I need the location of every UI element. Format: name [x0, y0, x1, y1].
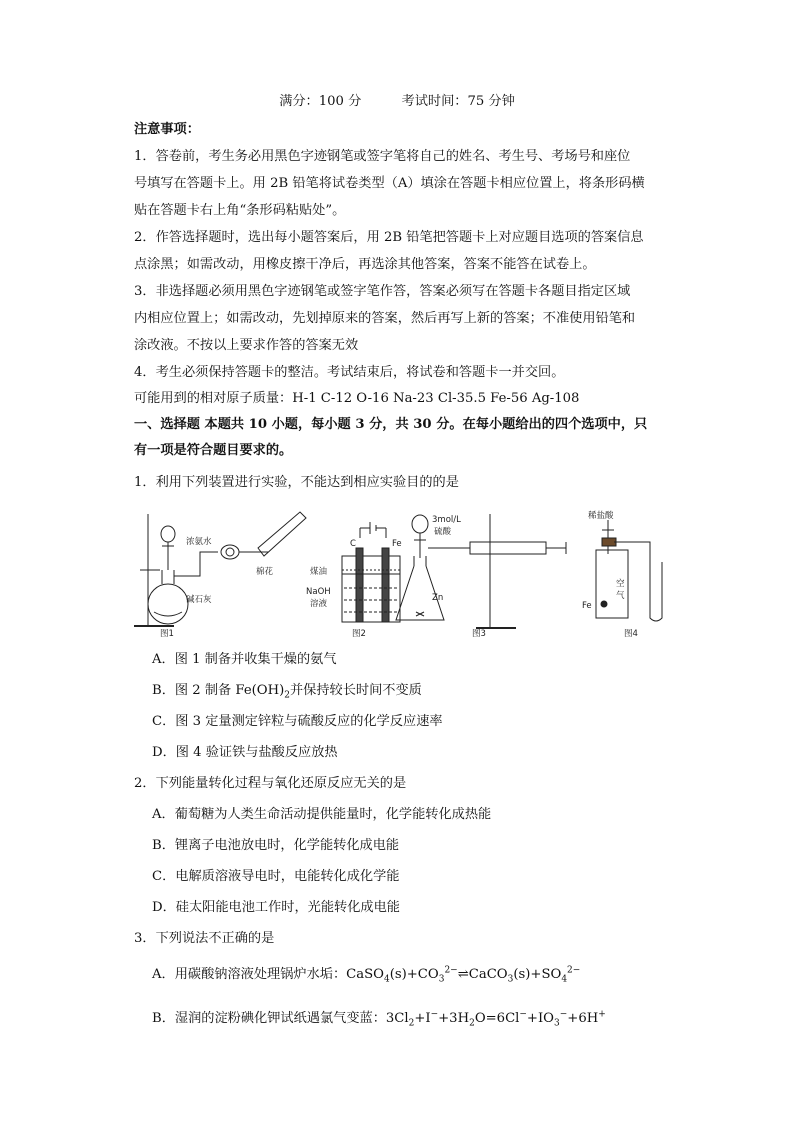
label-lime: 碱石灰	[186, 595, 212, 605]
q2-option-d: D．硅太阳能电池工作时，光能转化成电能	[152, 900, 400, 915]
q1-option-a: A．图 1 制备并收集干燥的氨气	[152, 652, 337, 667]
note-line: 贴在答题卡右上角“条形码粘贴处”。	[134, 203, 346, 218]
question-3-stem: 3．下列说法不正确的是	[134, 931, 275, 946]
label-air-2: 气	[616, 591, 625, 601]
section-heading: 一、选择题 本题共 10 小题，每小题 3 分，共 30 分。在每小题给出的四个选项中，只	[134, 417, 648, 432]
q2-option-a: A．葡萄糖为人类生命活动提供能量时，化学能转化成热能	[152, 807, 492, 822]
label-hcl: 稀盐酸	[588, 511, 614, 521]
q1-option-b: B．图 2 制备 $Fe(OH)_2$并保持较长时间不变质	[152, 683, 422, 701]
figure-3-caption: 图3	[472, 629, 486, 639]
q1-option-d: D．图 4 验证铁与盐酸反应放热	[152, 745, 338, 760]
label-concentration: 3mol/L	[432, 515, 461, 525]
label-naoh: NaOH	[306, 587, 331, 597]
question-2-stem: 2．下列能量转化过程与氧化还原反应无关的是	[134, 776, 407, 791]
question-1-stem: 1．利用下列装置进行实验，不能达到相应实验目的的是	[134, 475, 459, 490]
q3-option-a: A．用碳酸钠溶液处理锅炉水垢：$CaSO_4(s)+CO_3^{2-}\rightleftharpoons CaCO_3(s)+SO_4^{2-}$	[152, 965, 581, 985]
section-heading: 有一项是符合题目要求的。	[134, 443, 293, 458]
figure-4-caption: 图4	[624, 629, 638, 639]
note-line: 3．非选择题必须用黑色字迹钢笔或签字笔作答，答案必须写在答题卡各题目指定区域	[134, 284, 631, 299]
label-fe: Fe	[582, 601, 592, 611]
label-fe: Fe	[392, 539, 402, 549]
label-solution: 溶液	[310, 599, 328, 609]
label-zn: Zn	[432, 593, 444, 603]
note-line: 1．答卷前，考生务必用黑色字迹钢笔或签字笔将自己的姓名、考生号、考场号和座位	[134, 149, 631, 164]
q3-option-b: B．湿润的淀粉碘化钾试纸遇氯气变蓝：$3Cl_2+I^-+3H_2O=6Cl^-+IO_3^-+6H^+$	[152, 1009, 606, 1029]
figure-labels	[130, 508, 670, 640]
q2-option-b: B．锂离子电池放电时，化学能转化成电能	[152, 838, 400, 853]
apparatus-figures	[130, 508, 670, 640]
notes-title: 注意事项：	[134, 122, 200, 137]
atomic-masses: 可能用到的相对原子质量：H-1 C-12 O-16 Na-23 Cl-35.5 Fe-56 Ag-108	[134, 391, 580, 406]
note-line: 点涂黑；如需改动，用橡皮擦干净后，再选涂其他答案，答案不能答在试卷上。	[134, 257, 596, 272]
figure-1-caption: 图1	[160, 629, 174, 639]
q1-option-c: C．图 3 定量测定锌粒与硫酸反应的化学反应速率	[152, 714, 443, 729]
label-cotton: 棉花	[256, 567, 274, 577]
label-sulfuric-acid: 硫酸	[434, 527, 452, 537]
label-c: C	[350, 539, 356, 549]
note-line: 内相应位置上；如需改动，先划掉原来的答案，然后再写上新的答案；不准使用铅笔和	[134, 311, 636, 326]
label-air-1: 空	[616, 579, 625, 589]
figure-2-caption: 图2	[352, 629, 366, 639]
note-line: 2．作答选择题时，选出每小题答案后，用 2B 铅笔把答题卡上对应题目选项的答案信息	[134, 230, 644, 245]
note-line: 4．考生必须保持答题卡的整洁。考试结束后，将试卷和答题卡一并交回。	[134, 365, 565, 380]
note-line: 号填写在答题卡上。用 2B 铅笔将试卷类型（A）填涂在答题卡相应位置上，将条形码横	[134, 176, 645, 191]
full-score: 满分：100 分	[279, 94, 362, 109]
label-ammonia: 浓氨水	[186, 537, 212, 547]
q2-option-c: C．电解质溶液导电时，电能转化成化学能	[152, 869, 400, 884]
exam-header	[0, 93, 794, 111]
exam-time: 考试时间：75 分钟	[401, 94, 515, 109]
note-line: 涂改液。不按以上要求作答的答案无效	[134, 338, 359, 353]
label-kerosene: 煤油	[310, 567, 328, 577]
